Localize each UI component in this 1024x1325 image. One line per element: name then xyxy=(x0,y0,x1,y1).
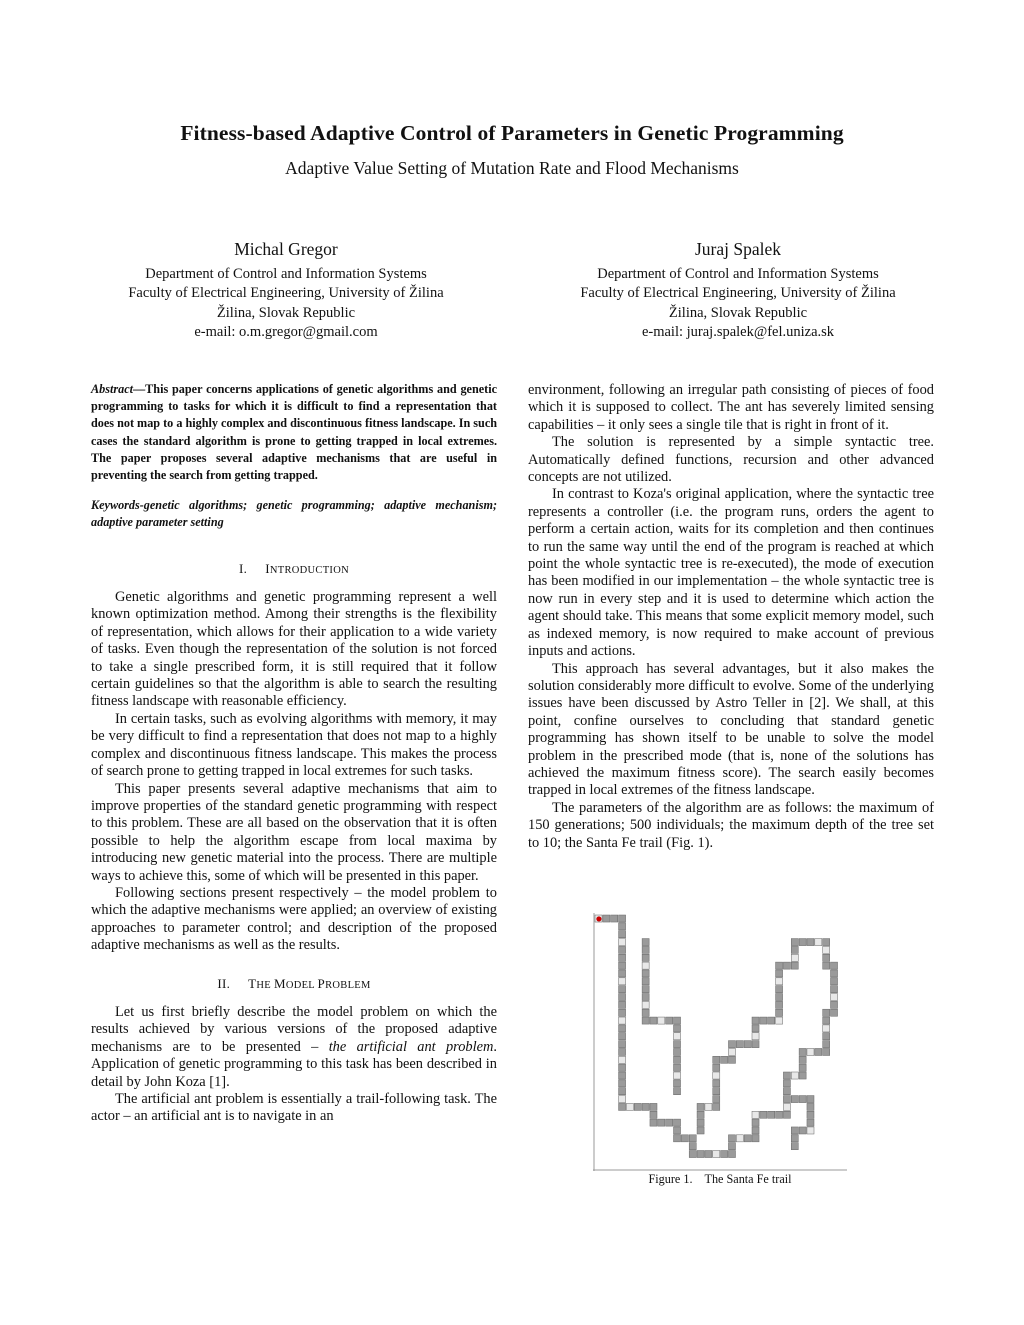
food-cell xyxy=(776,994,783,1001)
gap-cell xyxy=(619,939,626,946)
author-faculty: Faculty of Electrical Engineering, University of Žilina xyxy=(128,285,444,301)
food-cell xyxy=(760,1111,767,1118)
food-cell xyxy=(619,962,626,969)
section-title-part: HE xyxy=(256,979,274,991)
food-cell xyxy=(783,1072,790,1079)
food-cell xyxy=(791,939,798,946)
gap-cell xyxy=(823,1025,830,1032)
food-cell xyxy=(776,1111,783,1118)
author-city: Žilina, Slovak Republic xyxy=(216,304,356,321)
section-title-initial: I xyxy=(265,560,270,576)
gap-cell xyxy=(728,1048,735,1055)
food-cell xyxy=(619,1009,626,1016)
gap-cell xyxy=(776,978,783,985)
abstract-text: This paper concerns applications of genetic algorithms and genetic programming to tasks for which it is difficult to find a representation that does not map to a highly complex and discontinuous fitness landscape. In such cases the standard algorithm is prone to getting trapped in local extremes. The paper proposes several adaptive mechanisms that are useful in preventing the search from getting trapped. xyxy=(91,382,498,483)
food-cell xyxy=(791,1127,798,1134)
food-cell xyxy=(650,1017,657,1024)
food-cell xyxy=(791,1135,798,1142)
food-cell xyxy=(674,1025,681,1032)
food-cell xyxy=(799,1048,806,1055)
food-cell xyxy=(619,994,626,1001)
food-cell xyxy=(681,1135,688,1142)
gap-cell xyxy=(807,1048,814,1055)
food-cell xyxy=(791,962,798,969)
food-cell xyxy=(823,1017,830,1024)
gap-cell xyxy=(783,1103,790,1110)
figure-caption xyxy=(593,1172,847,1187)
gap-cell xyxy=(626,1103,633,1110)
food-cell xyxy=(674,1041,681,1048)
food-cell xyxy=(666,1017,673,1024)
food-cell xyxy=(736,1041,743,1048)
food-cell xyxy=(642,954,649,961)
gap-cell xyxy=(619,1056,626,1063)
abstract-dash: — xyxy=(132,382,146,396)
food-cell xyxy=(776,1009,783,1016)
paragraph: The parameters of the algorithm are as follows: the maximum of 150 generations; 500 individuals; the maximum depth of the tree set to 10; the Santa Fe trail (Fig. 1). xyxy=(528,799,934,851)
author-email: e-mail: juraj.spalek@fel.uniza.sk xyxy=(641,324,835,340)
paper-title: Fitness-based Adaptive Control of Parameters in Genetic Programming xyxy=(180,121,844,145)
food-cell xyxy=(697,1103,704,1110)
food-cell xyxy=(619,1103,626,1110)
santa-fe-trail-figure xyxy=(593,913,847,1171)
section-title-rest: NTRODUCTION xyxy=(269,564,349,576)
gap-cell xyxy=(791,1072,798,1079)
food-cell xyxy=(799,1127,806,1134)
food-cell xyxy=(823,939,830,946)
author-block-2 xyxy=(508,240,968,343)
food-cell xyxy=(713,1103,720,1110)
food-cell xyxy=(728,1056,735,1063)
food-cell xyxy=(619,1041,626,1048)
author-name: Michal Gregor xyxy=(234,239,338,259)
section-title-part: ODEL xyxy=(285,979,318,991)
paragraph-text: Let us first briefly describe the model problem on which the results achieved by various versions of the proposed adaptive mechanisms are to be presented – xyxy=(91,1003,497,1055)
paragraph: This paper presents several adaptive mechanisms that aim to improve properties of the standard genetic programming with respect to this problem. These are all based on the observation that it is often possible to help the algorithm escape from local maxima by introducing new genetic material into the process. There are multiple ways to achieve this, some of which will be presented in this paper. xyxy=(91,780,497,884)
gap-cell xyxy=(705,1103,712,1110)
food-cell xyxy=(642,939,649,946)
author-faculty: Faculty of Electrical Engineering, University of Žilina xyxy=(580,285,896,301)
food-cell xyxy=(642,1103,649,1110)
gap-cell xyxy=(807,1127,814,1134)
food-cell xyxy=(831,962,838,969)
food-cell xyxy=(783,1096,790,1103)
gap-cell xyxy=(713,1151,720,1158)
gap-cell xyxy=(642,962,649,969)
food-cell xyxy=(728,1135,735,1142)
gap-cell xyxy=(619,978,626,985)
food-cell xyxy=(650,1103,657,1110)
food-cell xyxy=(823,1041,830,1048)
gap-cell xyxy=(776,1017,783,1024)
abstract-label: Abstract xyxy=(91,382,133,396)
food-cell xyxy=(642,970,649,977)
food-cell xyxy=(642,1017,649,1024)
food-cell xyxy=(776,1001,783,1008)
food-cell xyxy=(674,1135,681,1142)
paragraph: In contrast to Koza's original application, where the syntactic tree represents a controller (i.e. the program runs, orders the agent to perform a certain action, waits for its completion and then continues to run the same way until the end of the program is reached at which point the whole syntactic tree is re-executed), the mode of execution has been modified in our implementation – the whole syntactic tree is now run in every step and it is used to determine which action the agent should take. This means that some explicit memory model, such as indexed memory, is now required to make account of previous inputs and actions. xyxy=(528,486,934,660)
gap-cell xyxy=(642,1001,649,1008)
food-cell xyxy=(744,1135,751,1142)
food-cell xyxy=(721,1151,728,1158)
paragraph: The solution is represented by a simple syntactic tree. Automatically defined functions, recursion and other advanced concepts are not utilized. xyxy=(528,434,934,486)
food-cell xyxy=(776,986,783,993)
food-cell xyxy=(619,1080,626,1087)
food-cell xyxy=(807,939,814,946)
author-name: Juraj Spalek xyxy=(694,239,782,259)
food-cell xyxy=(674,1064,681,1071)
paragraph: Genetic algorithms and genetic programming represent a well known optimization method. Among their strengths is the flexibility of representation, which allows for their application to a wide variety of tasks. Even though the representation of the solution is not forced to take a single prescribed form, it is still required that it follow certain guidelines so that the algorithm is able to search the resulting fitness landscape with reasonable efficiency. xyxy=(91,589,497,710)
food-cell xyxy=(689,1143,696,1150)
food-cell xyxy=(776,962,783,969)
author-city: Žilina, Slovak Republic xyxy=(668,304,808,321)
left-column xyxy=(91,381,497,1126)
section-heading-introduction xyxy=(91,560,497,579)
gap-cell xyxy=(619,1096,626,1103)
food-cell xyxy=(768,1017,775,1024)
food-cell xyxy=(776,970,783,977)
food-cell xyxy=(674,1056,681,1063)
food-cell xyxy=(721,1056,728,1063)
food-cell xyxy=(619,946,626,953)
paragraph-text: . Application of genetic programming to this task has been described in detail by John Koza [1]. xyxy=(91,1038,497,1090)
food-cell xyxy=(823,954,830,961)
food-cell xyxy=(713,1096,720,1103)
food-cell xyxy=(752,1127,759,1134)
food-cell xyxy=(634,1103,641,1110)
gap-cell xyxy=(831,994,838,1001)
food-cell xyxy=(619,931,626,938)
food-cell xyxy=(831,986,838,993)
food-cell xyxy=(619,1088,626,1095)
food-cell xyxy=(650,1111,657,1118)
food-cell xyxy=(713,1064,720,1071)
figure-label: Figure 1. xyxy=(648,1172,693,1186)
food-cell xyxy=(791,1143,798,1150)
food-cell xyxy=(697,1111,704,1118)
food-cell xyxy=(619,1025,626,1032)
right-column xyxy=(528,382,934,852)
paragraph xyxy=(91,1004,497,1091)
food-cell xyxy=(619,986,626,993)
food-cell xyxy=(799,1072,806,1079)
paragraph: The artificial ant problem is essentially a trail-following task. The actor – an artificial ant is to navigate in an xyxy=(91,1091,497,1125)
section-title-part: P xyxy=(317,975,326,991)
food-cell xyxy=(807,1111,814,1118)
food-cell xyxy=(619,1001,626,1008)
food-cell xyxy=(674,1127,681,1134)
food-cell xyxy=(674,1017,681,1024)
food-cell xyxy=(799,1096,806,1103)
gap-cell xyxy=(674,1033,681,1040)
food-cell xyxy=(791,1096,798,1103)
food-cell xyxy=(831,970,838,977)
food-cell xyxy=(823,1009,830,1016)
food-cell xyxy=(752,1025,759,1032)
food-cell xyxy=(619,954,626,961)
author-email: e-mail: o.m.gregor@gmail.com xyxy=(194,324,378,340)
food-cell xyxy=(823,1048,830,1055)
food-cell xyxy=(619,1048,626,1055)
food-cell xyxy=(783,1080,790,1087)
food-cell xyxy=(831,978,838,985)
food-cell xyxy=(674,1048,681,1055)
section-number: II. xyxy=(217,975,231,991)
food-cell xyxy=(728,1151,735,1158)
food-cell xyxy=(650,1119,657,1126)
food-cell xyxy=(642,986,649,993)
food-cell xyxy=(768,1111,775,1118)
food-cell xyxy=(674,1080,681,1087)
food-cell xyxy=(783,1088,790,1095)
food-cell xyxy=(799,939,806,946)
food-cell xyxy=(619,923,626,930)
food-cell xyxy=(752,1135,759,1142)
section-title-part: M xyxy=(273,975,286,991)
gap-cell xyxy=(823,946,830,953)
figure-caption-text: The Santa Fe trail xyxy=(704,1172,792,1186)
gap-cell xyxy=(815,939,822,946)
paragraph: environment, following an irregular path consisting of pieces of food which it is supposed to collect. The ant has severely limited sensing capabilities – it only sees a single tile that is right in front of it. xyxy=(528,382,934,433)
food-cell xyxy=(728,1041,735,1048)
food-cell xyxy=(642,978,649,985)
paragraph: This approach has several advantages, but it also makes the solution considerably more difficult to evolve. Some of the underlying issues have been discussed by Astro Teller in [2]. We shall, at this point, confine ourselves to concluding that standard genetic programming has shown itself to be unable to solve the model problem in the prescribed mode (that is, none of the solutions has achieved the maximum fitness score). The search easily becomes trapped in local extremes of the fitness landscape. xyxy=(528,660,934,799)
food-cell xyxy=(619,1072,626,1079)
food-cell xyxy=(783,962,790,969)
food-cell xyxy=(760,1017,767,1024)
author-block-1 xyxy=(56,240,516,343)
food-cell xyxy=(674,1119,681,1126)
gap-cell xyxy=(713,1072,720,1079)
food-cell xyxy=(697,1119,704,1126)
food-cell xyxy=(611,915,618,922)
food-cell xyxy=(713,1056,720,1063)
food-cell xyxy=(815,1048,822,1055)
abstract xyxy=(91,381,497,484)
food-cell xyxy=(831,1001,838,1008)
food-cell xyxy=(674,1088,681,1095)
food-cell xyxy=(728,1143,735,1150)
section-title-part: T xyxy=(248,975,257,991)
food-cell xyxy=(642,1009,649,1016)
food-cell xyxy=(713,1080,720,1087)
food-cell xyxy=(603,915,610,922)
food-cell xyxy=(752,1041,759,1048)
food-cell xyxy=(807,1103,814,1110)
paragraph: In certain tasks, such as evolving algorithms with memory, it may be very difficult to find a representation that does not map to a highly complex and discontinuous fitness landscape. This makes the process of search prone to getting trapped in local extremes for such tasks. xyxy=(91,710,497,780)
food-cell xyxy=(783,1111,790,1118)
food-cell xyxy=(619,915,626,922)
food-cell xyxy=(831,1009,838,1016)
food-cell xyxy=(689,1135,696,1142)
food-cell xyxy=(619,1033,626,1040)
food-cell xyxy=(752,1017,759,1024)
food-cell xyxy=(689,1151,696,1158)
food-cell xyxy=(744,1041,751,1048)
food-cell xyxy=(697,1151,704,1158)
gap-cell xyxy=(736,1135,743,1142)
section-title-part: ROBLEM xyxy=(325,979,371,991)
food-cell xyxy=(752,1119,759,1126)
keywords: Keywords-genetic algorithms; genetic programming; adaptive mechanism; adaptive parameter setting xyxy=(91,498,497,530)
food-cell xyxy=(619,970,626,977)
food-cell xyxy=(705,1151,712,1158)
author-dept: Department of Control and Information Systems xyxy=(145,265,427,282)
food-cell xyxy=(642,946,649,953)
paragraph: Following sections present respectively – the model problem to which the adaptive mechanisms were applied; an overview of existing approaches to parameter control; and description of the proposed adaptive mechanisms as well as the results. xyxy=(91,884,497,954)
paragraph-emphasis: the artificial ant problem xyxy=(328,1038,494,1055)
food-cell xyxy=(823,1033,830,1040)
gap-cell xyxy=(791,954,798,961)
section-number: I. xyxy=(239,560,248,576)
paper-subtitle: Adaptive Value Setting of Mutation Rate and Flood Mechanisms xyxy=(285,158,739,178)
food-cell xyxy=(697,1127,704,1134)
ant-marker xyxy=(596,916,601,921)
food-cell xyxy=(658,1119,665,1126)
food-cell xyxy=(823,962,830,969)
gap-cell xyxy=(752,1111,759,1118)
food-cell xyxy=(642,994,649,1001)
gap-cell xyxy=(658,1017,665,1024)
food-cell xyxy=(619,1064,626,1071)
food-cell xyxy=(791,946,798,953)
food-cell xyxy=(807,1119,814,1126)
food-cell xyxy=(713,1088,720,1095)
section-heading-model-problem xyxy=(91,975,497,994)
food-cell xyxy=(666,1119,673,1126)
food-cell xyxy=(799,1064,806,1071)
author-dept: Department of Control and Information Systems xyxy=(597,265,879,282)
food-cell xyxy=(807,1096,814,1103)
food-cell xyxy=(799,1056,806,1063)
gap-cell xyxy=(674,1072,681,1079)
gap-cell xyxy=(752,1033,759,1040)
gap-cell xyxy=(619,1017,626,1024)
